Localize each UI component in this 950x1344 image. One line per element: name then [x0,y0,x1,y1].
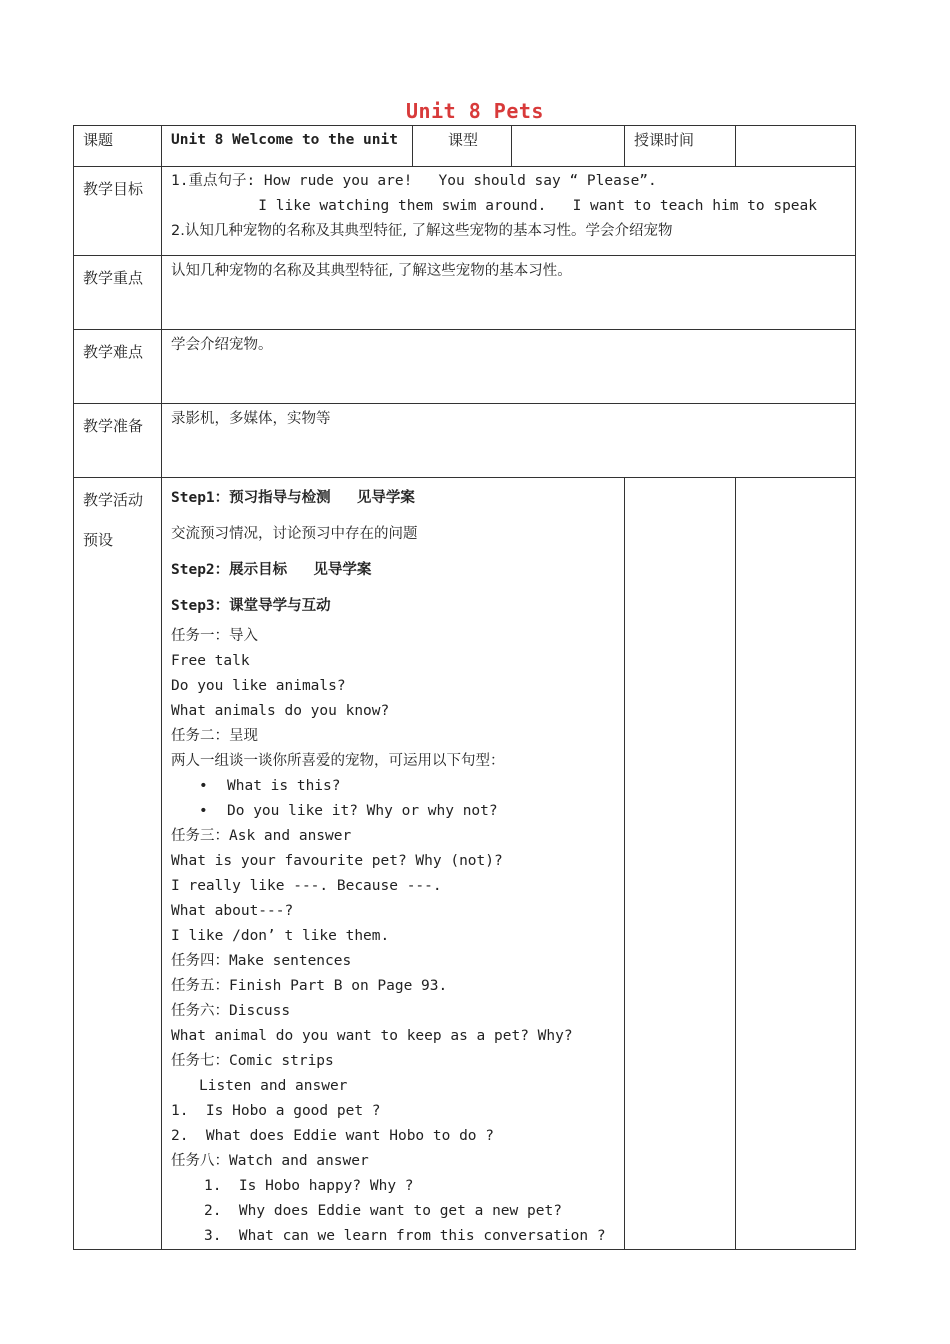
bullet-item [171,799,624,824]
type-label: 课型 [413,126,512,167]
topic-value: Unit 8 Welcome to the unit [162,126,413,167]
task2-heading: 任务二：呈现 [171,728,258,744]
preparation-row [74,404,856,478]
key-points-text [162,256,856,330]
objective-line-1: 1.重点句子: How rude you are! You should say “ Please”. [171,173,657,189]
task8-item: 1. Is Hobo happy? Why ? [204,1178,414,1194]
difficulties-row [74,330,856,404]
bullet-text: What is this? [227,778,341,794]
bullet-item [171,774,624,799]
task3-answer: I really like ---. Because ---. [171,878,442,894]
free-talk: Free talk [171,653,250,669]
preparation-label: 教学准备 [74,404,162,478]
key-points-line: 认知几种宠物的名称及其典型特征, 了解这些宠物的基本习性。 [171,263,572,279]
notes-column-1 [625,478,736,1250]
objectives-label: 教学目标 [74,167,162,256]
task3-answer-2: I like /don’ t like them. [171,928,390,944]
task7-heading: 任务七：Comic strips [171,1053,334,1069]
step1-note: 交流预习情况，讨论预习中存在的问题 [171,526,418,542]
difficulties-label: 教学难点 [74,330,162,404]
objectives-content [162,167,856,256]
task7-subheading: Listen and answer [199,1078,348,1094]
bullet-dot-icon: • [199,778,208,794]
objective-line-2: I like watching them swim around. I want to teach him to speak [171,198,818,214]
bullet-text: Do you like it? Why or why not? [227,803,498,819]
task3-question-2: What about---? [171,903,294,919]
question-1: Do you like animals? [171,678,346,694]
activities-row [74,478,856,1250]
task1-heading: 任务一：导入 [171,628,258,644]
task5-heading: 任务五：Finish Part B on Page 93. [171,978,448,994]
time-value [736,126,856,167]
step3-heading: Step3：课堂导学与互动 [171,598,331,614]
bullet-dot-icon: • [199,803,208,819]
task2-desc: 两人一组谈一谈你所喜爱的宠物，可运用以下句型： [171,753,505,769]
task7-item: 2. What does Eddie want Hobo to do ? [171,1128,495,1144]
time-label: 授课时间 [625,126,736,167]
key-points-row [74,256,856,330]
topic-label: 课题 [74,126,162,167]
task3-heading: 任务三：Ask and answer [171,828,352,844]
task8-item: 2. Why does Eddie want to get a new pet? [204,1203,562,1219]
task3-question: What is your favourite pet? Why (not)? [171,853,503,869]
key-points-label: 教学重点 [74,256,162,330]
lesson-plan-table [73,125,856,1250]
header-row [74,126,856,167]
task6-heading: 任务六：Discuss [171,1003,291,1019]
task8-item: 3. What can we learn from this conversation ? [204,1228,606,1244]
activities-label [74,478,162,1250]
activities-content [162,478,625,1250]
task4-heading: 任务四：Make sentences [171,953,352,969]
preparation-text [162,404,856,478]
step1-heading: Step1：预习指导与检测 见导学案 [171,490,415,506]
step2-heading: Step2：展示目标 见导学案 [171,562,372,578]
objectives-row [74,167,856,256]
difficulties-text [162,330,856,404]
question-2: What animals do you know? [171,703,390,719]
task6-question: What animal do you want to keep as a pet? Why? [171,1028,573,1044]
task7-item: 1. Is Hobo a good pet ? [171,1103,381,1119]
task8-heading: 任务八：Watch and answer [171,1153,369,1169]
notes-column-2 [736,478,856,1250]
difficulties-line: 学会介绍宠物。 [171,337,273,353]
activities-label-line-2: 预设 [83,531,114,549]
document-title: Unit 8 Pets [406,99,544,123]
objective-line-3: 2.认知几种宠物的名称及其典型特征, 了解这些宠物的基本习性。学会介绍宠物 [171,223,673,239]
type-value [512,126,625,167]
activities-label-line-1: 教学活动 [83,491,144,509]
preparation-line: 录影机，多媒体，实物等 [171,411,331,427]
